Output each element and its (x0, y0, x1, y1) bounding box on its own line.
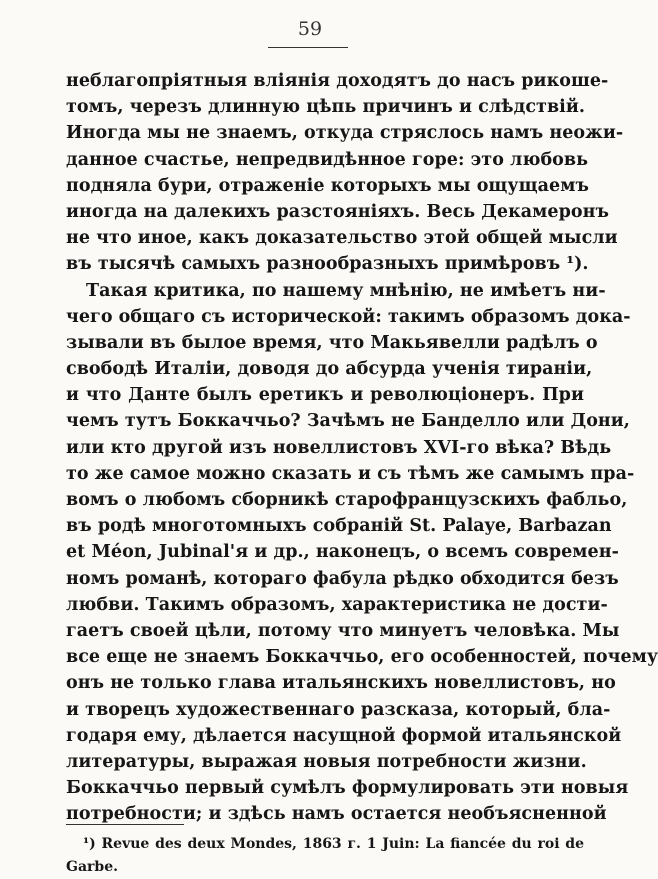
footnote-line: Garbe. (66, 859, 118, 875)
text-line: Иногда мы не знаемъ, откуда стряслось намъ неожи- (66, 123, 624, 144)
text-line: свободѣ Италіи, доводя до абсурда ученія тираніи, (66, 359, 593, 380)
body-text (66, 68, 658, 827)
text-line: иногда на далекихъ разстояніяхъ. Весь Декамеронъ (66, 201, 609, 222)
text-line: чего общаго съ исторической: такимъ образомъ дока- (66, 306, 631, 327)
text-line: годаря ему, дѣлается насущной формой итальянской (66, 725, 622, 746)
text-line: вомъ о любомъ сборникѣ старофранцузскихъ фабльо, (66, 490, 628, 510)
text-line: подняла бури, отраженіе которыхъ мы ощущаемъ (66, 175, 589, 196)
text-line: данное счастье, непредвидѣнное горе: это любовь (66, 149, 589, 170)
text-line: все еще не знаемъ Боккаччьо, его особенностей, почему (66, 647, 658, 668)
text-line: или кто другой изъ новеллистовъ XVI-го вѣка? Вѣдь (66, 437, 612, 458)
text-line: Боккаччьо первый сумѣлъ формулировать эти новыя (66, 778, 629, 799)
text-line: и творецъ художественнаго разсказа, который, бла- (66, 699, 611, 720)
footnote-rule (66, 824, 184, 825)
text-line: зывали въ былое время, что Макьявелли радѣлъ о (66, 332, 598, 353)
text-line: номъ романѣ, котораго фабула рѣдко обходится безъ (66, 568, 619, 589)
text-line: чемъ тутъ Боккаччьо? Зачѣмъ не Банделло или Дони, (66, 411, 630, 432)
header-rule (268, 47, 348, 48)
footnote-line: ¹) Revue des deux Mondes, 1863 г. 1 Juin: La fiancée du roi de (83, 836, 584, 852)
text-line: не что иное, какъ доказательство этой общей мысли (66, 228, 618, 249)
text-line: томъ, черезъ длинную цѣпь причинъ и слѣдствій. (66, 97, 586, 118)
text-line: гаетъ своей цѣли, потому что минуетъ человѣка. Мы (66, 620, 620, 641)
text-line: въ тысячѣ самыхъ разнообразныхъ примѣровъ ¹). (66, 254, 589, 275)
text-line: въ родѣ многотомныхъ собраній St. Palaye, Barbazan (66, 516, 612, 537)
text-line: любви. Такимъ образомъ, характеристика не дости- (66, 594, 608, 615)
text-line: и что Данте былъ еретикъ и революціонеръ. При (66, 385, 584, 406)
text-line: et Méon, Jubinal'я и др., наконецъ, о всемъ современ- (66, 542, 619, 563)
text-line: литературы, выражая новыя потребности жизни. (66, 751, 587, 772)
text-line: неблагопріятныя вліянія доходятъ до насъ рикоше- (66, 71, 609, 91)
footnote (66, 833, 584, 879)
text-line: потребности; и здѣсь намъ остается необъясненной (66, 804, 607, 825)
page-number: 59 (297, 18, 323, 40)
text-line: то же самое можно сказать и съ тѣмъ же самымъ пра- (66, 463, 635, 484)
text-line: Такая критика, по нашему мнѣнію, не имѣетъ ни- (86, 280, 606, 301)
text-line: онъ не только глава итальянскихъ новеллистовъ, но (66, 673, 616, 694)
